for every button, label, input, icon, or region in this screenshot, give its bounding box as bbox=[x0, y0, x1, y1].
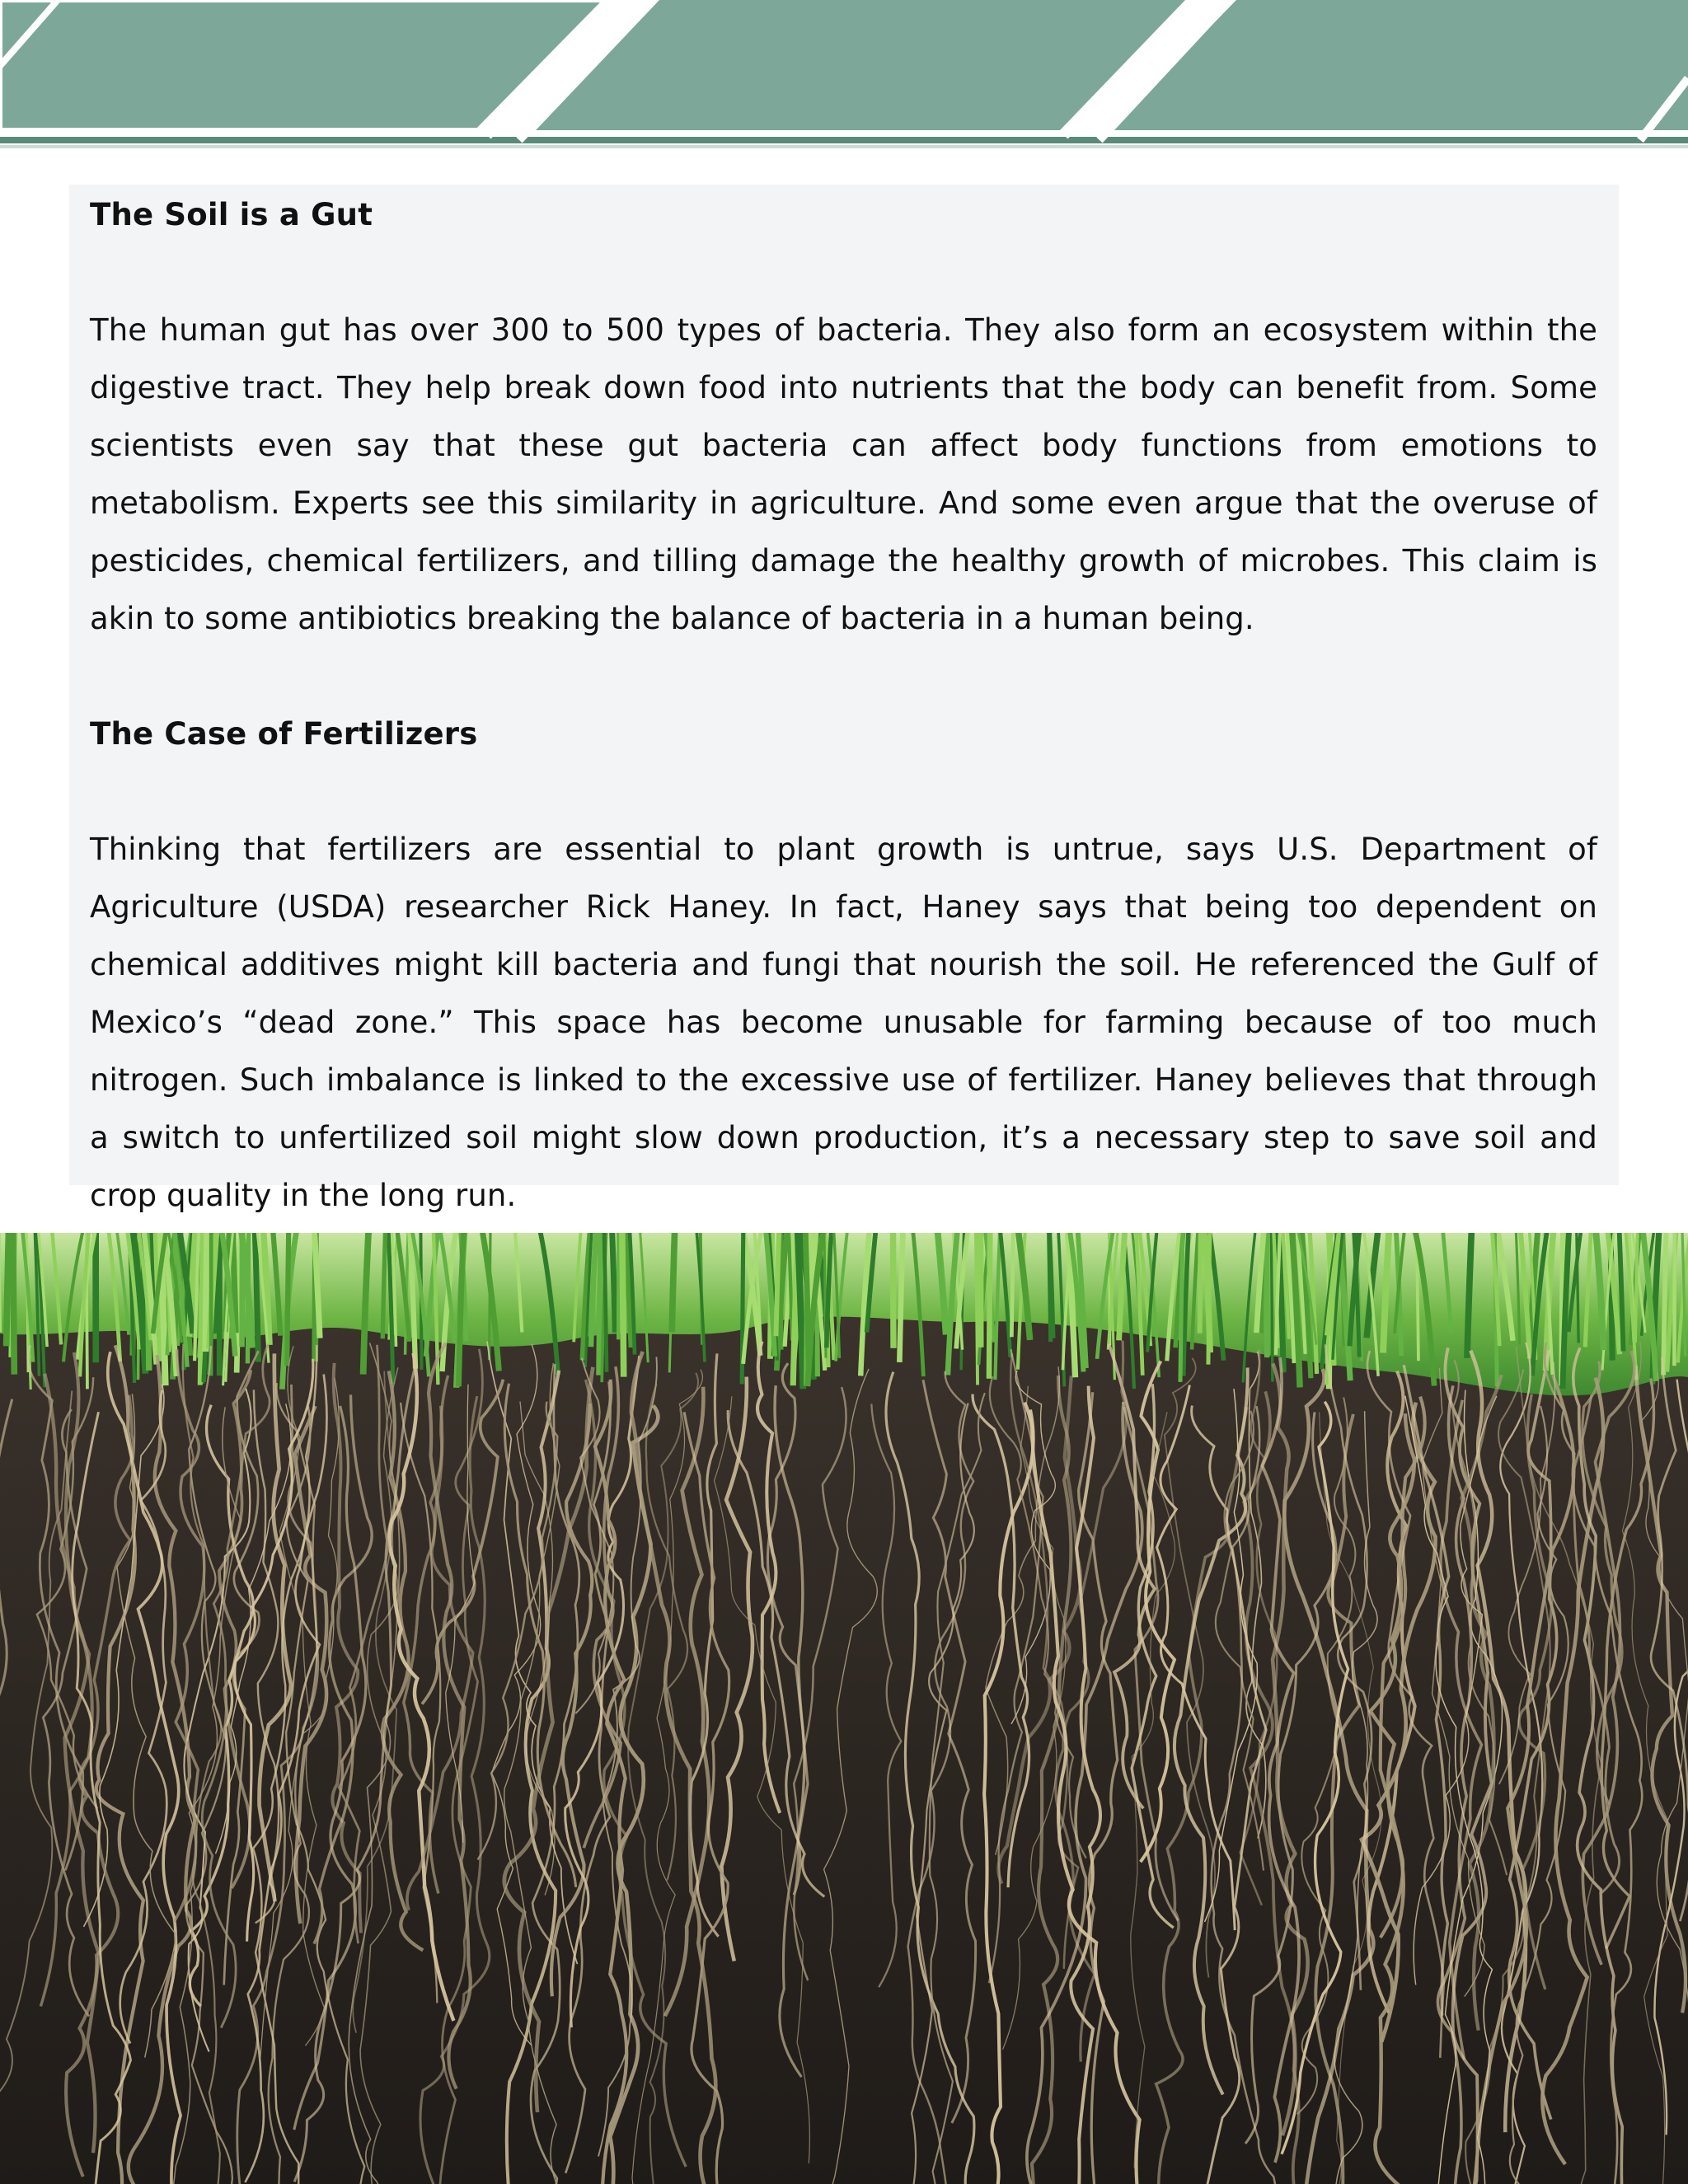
grass-blade bbox=[1048, 1233, 1051, 1342]
grass-blade bbox=[672, 1233, 676, 1332]
grass-blade bbox=[989, 1233, 990, 1379]
soil-body bbox=[0, 1317, 1688, 2184]
header-diagonal-panels bbox=[0, 0, 1688, 150]
grass-blade bbox=[621, 1233, 623, 1377]
section-heading-soil-gut: The Soil is a Gut bbox=[90, 197, 373, 232]
section-body-soil-gut: The human gut has over 300 to 500 types of bacteria. They also form an ecosystem within the digestive tract. They help break down food into nutrients that the body can benefit from. Some scientists even say that these gut bacteria can affect body functions from emotions to metabolism. Experts see this similarity in agriculture. And some even argue that the overuse of pesticides, chemical fertilizers, and tilling damage the healthy growth of microbes. This claim is akin to some antibiotics breaking the balance of bacteria in a human being. bbox=[90, 312, 1597, 636]
grass-blade bbox=[612, 1233, 615, 1333]
grass-blade bbox=[1200, 1233, 1202, 1333]
soil-cross-section-image bbox=[0, 1233, 1688, 2184]
soil-roots-illustration bbox=[0, 1233, 1688, 2184]
grass-blade bbox=[1011, 1233, 1013, 1337]
section-heading-fertilizers: The Case of Fertilizers bbox=[90, 716, 478, 752]
section-body-fertilizers: Thinking that fertilizers are essential to plant growth is untrue, says U.S. Department of Agriculture (USDA) researcher Rick Haney. In fact, Haney says that being too dependent on chemical additives might kill bacteria and fungi that nourish the soil. He referenced the Gulf of Mexico’s “dead zone.” This space has become unusable for farming because of too much nitrogen. Such imbalance is linked to the excessive use of fertilizer. Haney believes that through a switch to unfertilized soil might slow down production, it’s a necessary step to save soil and crop quality in the long run. bbox=[90, 832, 1597, 1213]
header-banner bbox=[0, 0, 1688, 150]
grass-blade bbox=[1674, 1233, 1675, 1366]
article-panel bbox=[69, 185, 1619, 1213]
grass-blade bbox=[287, 1233, 290, 1366]
grass-blade bbox=[12, 1233, 14, 1375]
